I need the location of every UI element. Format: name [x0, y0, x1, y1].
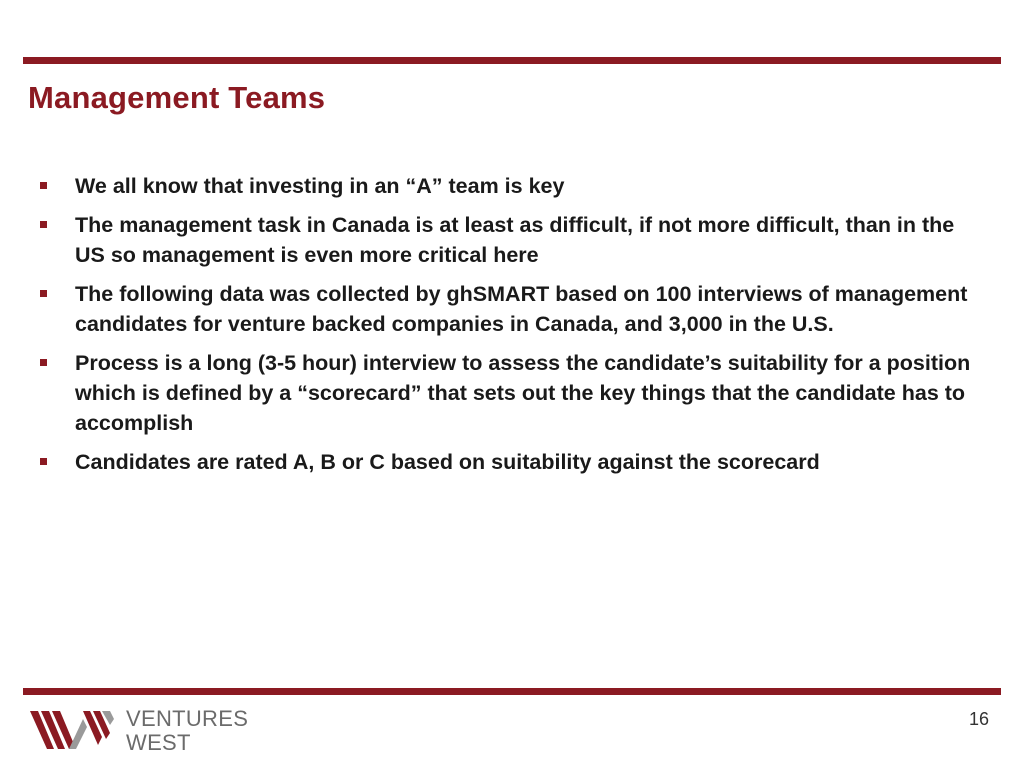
square-bullet-icon	[40, 182, 47, 189]
ventures-west-logo-icon	[30, 707, 116, 753]
bullet-list	[40, 171, 980, 486]
bullet-item	[40, 171, 980, 201]
slide-title: Management Teams	[28, 80, 326, 115]
bullet-item	[40, 447, 980, 477]
logo-line-2: WEST	[126, 730, 191, 755]
square-bullet-icon	[40, 359, 47, 366]
bullet-text: Candidates are rated A, B or C based on suitability against the scorecard	[75, 450, 820, 474]
bullet-text: The following data was collected by ghSMART based on 100 interviews of management candidates for venture backed companies in Canada, and 3,000 in the U.S.	[75, 282, 968, 336]
logo-wordmark	[126, 707, 248, 755]
square-bullet-icon	[40, 458, 47, 465]
square-bullet-icon	[40, 221, 47, 228]
bullet-text: The management task in Canada is at least as difficult, if not more difficult, than in the US so management is even more critical here	[75, 213, 955, 267]
bullet-item	[40, 210, 980, 270]
bullet-item	[40, 279, 980, 339]
bullet-text: Process is a long (3-5 hour) interview to assess the candidate’s suitability for a position which is defined by a “scorecard” that sets out the key things that the candidate has to accomplish	[75, 351, 971, 435]
bottom-divider	[23, 688, 1001, 695]
bullet-item	[40, 348, 980, 438]
square-bullet-icon	[40, 290, 47, 297]
logo-line-1: VENTURES	[126, 706, 249, 731]
top-divider	[23, 57, 1001, 64]
bullet-text: We all know that investing in an “A” team is key	[75, 174, 565, 198]
company-logo	[30, 707, 260, 759]
page-number: 16	[968, 709, 989, 729]
